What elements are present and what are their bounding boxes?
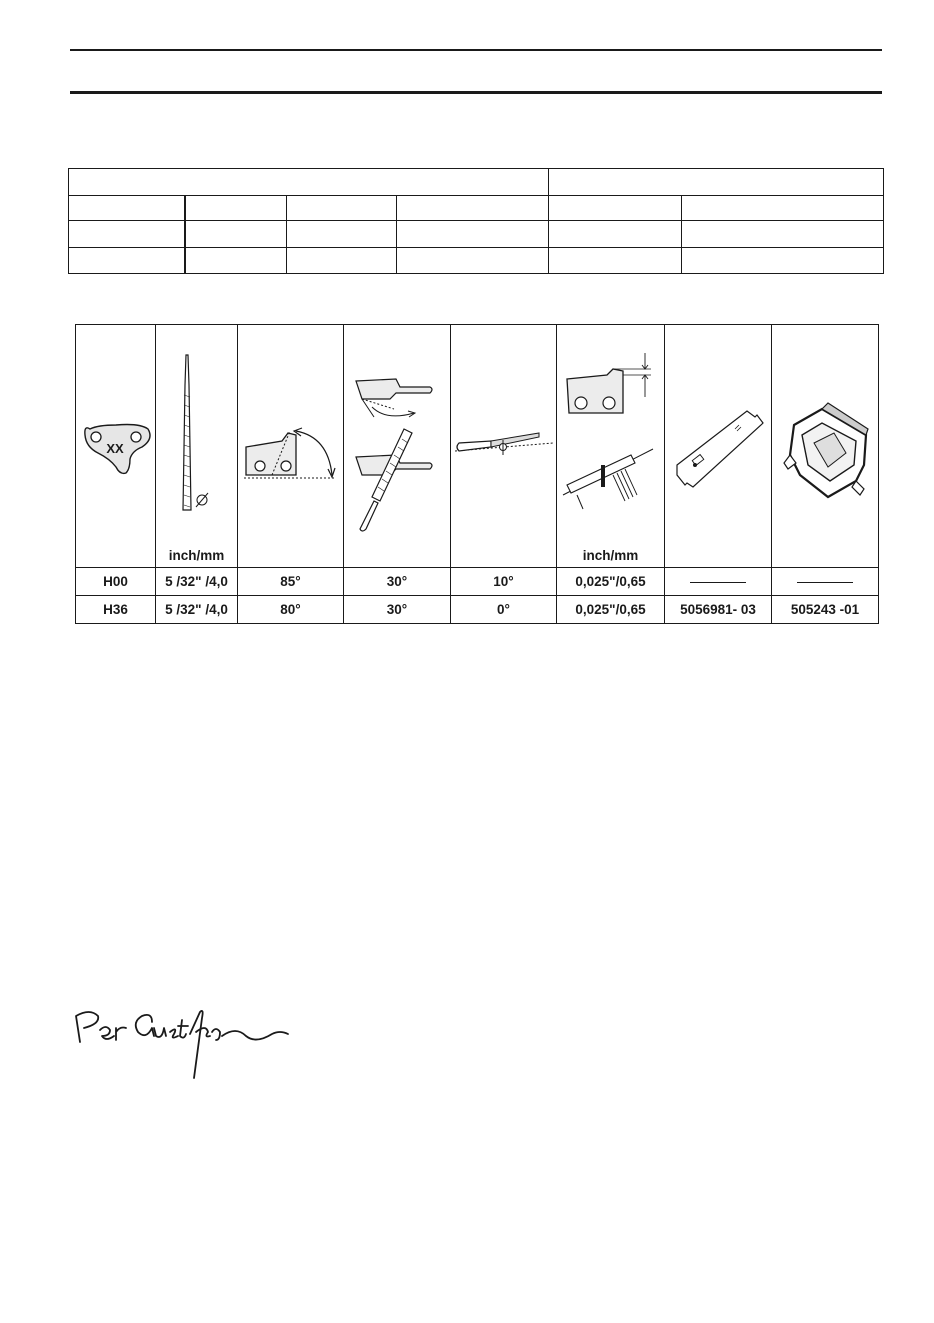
spec-row — [69, 196, 884, 221]
specification-table — [68, 168, 884, 274]
spec-group-cell — [549, 169, 884, 196]
filing-angle-illustration-cell — [344, 325, 451, 568]
file-diameter-cell: 5 /32" /4,0 — [156, 568, 238, 596]
file-diameter-unit: inch/mm — [168, 548, 225, 563]
spec-cell — [549, 196, 682, 221]
spec-cell — [549, 221, 682, 248]
table-row — [76, 596, 879, 624]
spec-cell — [682, 248, 884, 274]
header-rule — [70, 49, 882, 51]
depth-gauge-cell: 0,025"/0,65 — [557, 568, 665, 596]
not-applicable-dash — [797, 582, 853, 583]
spec-cell — [397, 196, 549, 221]
chain-cell: H00 — [76, 568, 156, 596]
depth-gauge-tool-cell — [665, 568, 772, 596]
round-file-illustration-cell — [156, 325, 238, 568]
file-tilt-icon — [451, 325, 557, 567]
spec-cell — [185, 221, 287, 248]
depth-gauge-icon — [557, 325, 665, 567]
spec-cell — [397, 248, 549, 274]
filing-angle-icon — [344, 325, 451, 567]
depth-gauge-tool-cell: 5056981- 03 — [665, 596, 772, 624]
file-tilt-illustration-cell — [451, 325, 557, 568]
spec-row — [69, 248, 884, 274]
spec-cell — [682, 196, 884, 221]
spec-cell — [185, 196, 287, 221]
depth-gauge-cell: 0,025"/0,65 — [557, 596, 665, 624]
spec-cell — [549, 248, 682, 274]
top-plate-angle-cell: 80° — [238, 596, 344, 624]
spec-cell — [397, 221, 549, 248]
top-plate-angle-cell: 85° — [238, 568, 344, 596]
file-gauge-icon — [772, 325, 879, 567]
not-applicable-dash — [690, 582, 746, 583]
spec-cell — [287, 221, 397, 248]
depth-gauge-illustration-cell — [557, 325, 665, 568]
illustration-row — [76, 325, 879, 568]
handwritten-signature — [66, 1000, 296, 1080]
top-plate-angle-illustration-cell — [238, 325, 344, 568]
top-plate-angle-icon — [238, 325, 344, 567]
spec-cell — [69, 196, 185, 221]
header-rule-thick — [70, 91, 882, 94]
link-marking: XX — [106, 441, 124, 456]
chain-link-illustration-cell — [76, 325, 156, 568]
file-gauge-illustration-cell — [772, 325, 879, 568]
file-tilt-angle-cell: 0° — [451, 596, 557, 624]
spec-cell — [69, 221, 185, 248]
spec-cell — [287, 196, 397, 221]
spec-cell — [185, 248, 287, 274]
spec-header-row — [69, 169, 884, 196]
table-row — [76, 568, 879, 596]
file-tilt-angle-cell: 10° — [451, 568, 557, 596]
spec-cell — [69, 248, 185, 274]
depth-gauge-tool-icon — [665, 325, 772, 567]
depth-gauge-tool-illustration-cell — [665, 325, 772, 568]
file-gauge-cell: 505243 -01 — [772, 596, 879, 624]
file-diameter-cell: 5 /32" /4,0 — [156, 596, 238, 624]
drive-link-icon — [76, 325, 156, 567]
spec-row — [69, 221, 884, 248]
filing-angle-cell: 30° — [344, 596, 451, 624]
round-file-icon — [156, 325, 238, 567]
spec-cell — [682, 221, 884, 248]
spec-group-cell — [69, 169, 549, 196]
spec-cell — [287, 248, 397, 274]
file-gauge-cell — [772, 568, 879, 596]
sharpening-table — [75, 324, 879, 624]
filing-angle-cell: 30° — [344, 568, 451, 596]
depth-gauge-unit: inch/mm — [582, 548, 639, 563]
chain-cell: H36 — [76, 596, 156, 624]
